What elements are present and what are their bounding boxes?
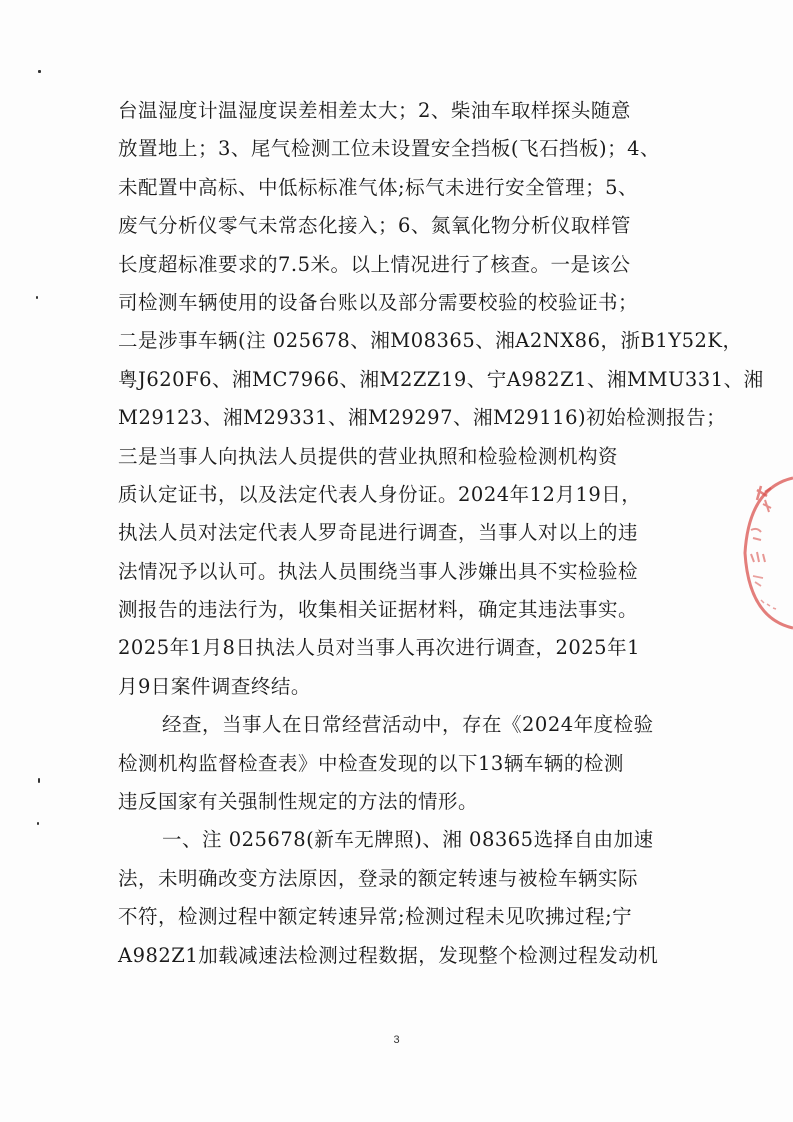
text-line: 不符，检测过程中额定转速异常;检测过程未见吹拂过程;宁 <box>118 905 633 929</box>
official-seal-fragment <box>735 468 793 638</box>
text-line: 质认定证书，以及法定代表人身份证。2024年12月19日， <box>118 482 642 506</box>
text-line: 三是当事人向执法人员提供的营业执照和检验检测机构资 <box>118 444 619 468</box>
text-line: 违反国家有关强制性规定的方法的情形。 <box>118 790 479 814</box>
text-line: 检测机构监督检查表》中检查发现的以下13辆车辆的检测 <box>118 751 624 775</box>
text-line: 粤J620F6、湘MC7966、湘M2ZZ19、宁A982Z1、湘MMU331、湘 <box>118 367 764 391</box>
paragraph-first-line: 一、注 025678(新车无牌照)、湘 08365选择自由加速 <box>162 828 654 852</box>
text-line: 废气分析仪零气未常态化接入；6、氮氧化物分析仪取样管 <box>118 214 631 238</box>
text-line: 长度超标准要求的7.5米。以上情况进行了核查。一是该公 <box>118 252 631 276</box>
text-line: 法情况予以认可。执法人员围绕当事人涉嫌出具不实检验检 <box>118 559 639 583</box>
scan-speck <box>38 778 40 783</box>
text-line: 放置地上；3、尾气检测工位未设置安全挡板(飞石挡板)；4、 <box>118 137 661 161</box>
text-line: 未配置中高标、中低标标准气体;标气未进行安全管理；5、 <box>118 175 638 199</box>
text-line: 测报告的违法行为，收集相关证据材料，确定其违法事实。 <box>118 598 639 622</box>
text-line: 执法人员对法定代表人罗奇昆进行调查，当事人对以上的违 <box>118 521 639 545</box>
scan-speck <box>37 822 39 825</box>
body-text <box>118 92 764 975</box>
scan-speck <box>38 70 41 73</box>
paragraph-first-line: 经查，当事人在日常经营活动中，存在《2024年度检验 <box>162 713 654 737</box>
scan-speck <box>36 296 38 299</box>
text-line: A982Z1加载减速法检测过程数据，发现整个检测过程发动机 <box>118 943 659 967</box>
text-line: 法，未明确改变方法原因，登录的额定转速与被检车辆实际 <box>118 866 639 890</box>
text-line: M29123、湘M29331、湘M29297、湘M29116)初始检测报告； <box>118 406 727 430</box>
seal-icon <box>735 468 793 638</box>
text-line: 台温湿度计温湿度误差相差太大；2、柴油车取样探头随意 <box>118 99 631 122</box>
text-line: 二是涉事车辆(注 025678、湘M08365、湘A2NX86，浙B1Y52K， <box>118 329 743 353</box>
page-number: 3 <box>393 1034 400 1046</box>
text-line: 2025年1月8日执法人员对当事人再次进行调查，2025年1 <box>118 636 640 660</box>
text-line: 司检测车辆使用的设备台账以及部分需要校验的校验证书； <box>118 290 639 314</box>
text-line: 月9日案件调查终结。 <box>118 674 311 698</box>
